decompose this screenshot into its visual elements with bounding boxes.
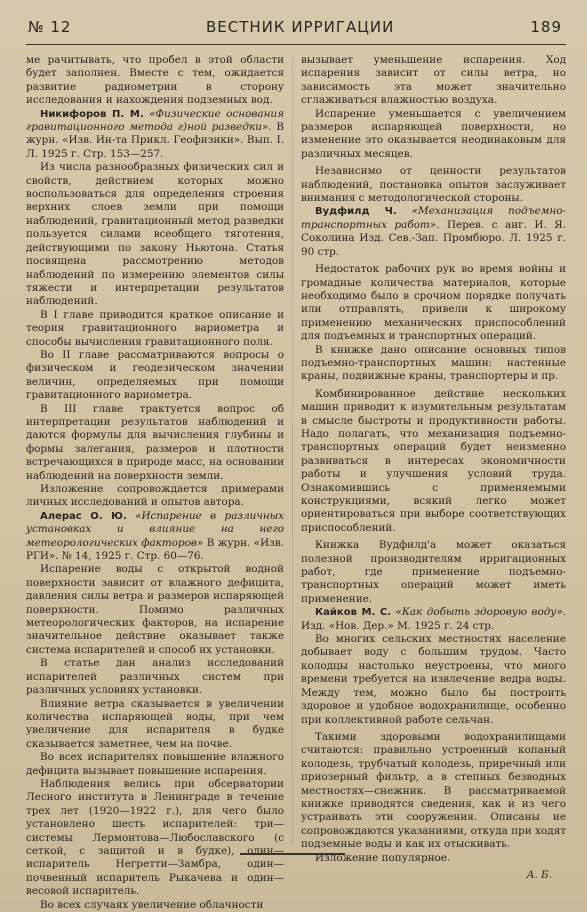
- paragraph: Недостаток рабочих рук во время войны и громадные количества материалов, которые необходимо было в срочном порядке получать или отправлять, привели к широкому применению механических приспособлений для подъемных и транспортных операций.: [301, 263, 566, 343]
- paragraph: Из числа разнообразных физических сил и свойств, действием которых можно воспользоваться для определения строения верхних слоев земли при помощи наблюдений, гравитационный метод разведки пользуется силами всеобщего тяготения, действующими по закону Ньютона. Статья посвящена рассмотрению методов наблюдений по измерению элементов силы тяжести и интерпретации результатов наблюдений.: [26, 161, 284, 308]
- bibliographic-reference: [26, 510, 284, 564]
- paragraph: Испарение уменьшается с увеличением размеров испаряющей поверхности, но изменение это оказывается неодинаковым для различных месяцев.: [301, 107, 566, 160]
- reference-details: Изд. «Нов. Дер.» М. 1925 г. 24 стр.: [301, 619, 495, 632]
- reference-author: Вудфилд Ч.: [315, 206, 397, 218]
- reference-title: «Физические основания гравитационного метода г)ной разведки».: [26, 107, 284, 134]
- closing-rule: [240, 853, 345, 855]
- paragraph: вызывает уменьшение испарения. Ход испарения зависит от силы ветра, но зависимость эта может значительно сглаживаться влажностью воздуха.: [301, 54, 566, 107]
- paragraph: Во многих сельских местностях население добывает воду с большим трудом. Часто колодцы настолько неустроены, что много времени требуется на извлечение ведра воды. Между тем, можно было бы построить здоровое и удобное водохранилище, особенно при коллективной работе сельчан.: [301, 633, 566, 726]
- issue-number: № 12: [28, 18, 72, 36]
- paragraph: Изложение популярное.: [315, 851, 451, 864]
- paragraph: ме рачитывать, что пробел в этой области будет заполнен. Вместе с тем, ожидается развитие радиометрии в сторону исследования и нахождения подземных вод.: [26, 54, 284, 107]
- reference-details: В журн. «Изв. РГИ». № 14, 1925 г. Стр. 60—76.: [26, 536, 284, 563]
- column-separator: [292, 56, 293, 846]
- paragraph: Во II главе рассматриваются вопросы о физическом и геодезическом значении величин, определяемых при помощи гравитационного вариометра.: [26, 348, 284, 402]
- reference-author: Кайков М. С.: [315, 607, 392, 619]
- paragraph: Во всех случаях увеличение облачности: [40, 898, 264, 911]
- bibliographic-reference: [301, 606, 566, 633]
- page-number: 189: [530, 18, 562, 36]
- paragraph: Такими здоровыми водохранилищами считаются: правильно устроенный копаный колодезь, трубчатый колодезь, приречный или приозерный фильтр, а в степных безводных местностях—снежник. В рассматриваемой книжке приводятся сведения, как и из чего устраивать эти сооружения. Описаны ие сопровождаются указаниями, откуда при ходят подземные воды и как их отыскивать.: [301, 730, 566, 851]
- paragraph: Книжка Вудфилд'а может оказаться полезной производителям ирригационных работ, где применение подъемно-транспортных операций может иметь применение.: [301, 539, 566, 605]
- bibliographic-reference: [26, 108, 284, 162]
- reference-title: «Как добыть здоровую воду».: [395, 606, 566, 619]
- paragraph: Наблюдения велись при обсерватории Лесного института в Ленинграде в течение трех лет (1920—1922 г.), для чего было установлено шесть испарителей: три—системы Лермонтова—Любославского (с сеткой, с защитой и в будке), один—испаритель Негретти—Замбра, один—почвенный испаритель Рыкачева и один—весовой испаритель.: [26, 777, 284, 898]
- paragraph: Испарение воды с открытой водной поверхности зависит от влажного дефицита, давления силы ветра и размеров испаряющей поверхности. Помимо различных метеорологических факторов, на испарение значительное действие оказывает также система испарителей и способ их установки.: [26, 563, 284, 656]
- reference-details: В журн. «Изв. Ин-та Прикл. Геофизики». Вып. I. Л. 1925 г. Стр. 153—257.: [26, 121, 284, 160]
- paragraph: Независимо от ценности результатов наблюдений, постановка опытов заслуживает внимания с методологической стороны.: [301, 165, 566, 205]
- paragraph: В статье дан анализ исследований испарителей различных систем при различных условиях установки.: [26, 657, 284, 697]
- paragraph: Комбинированное действие нескольких машин приводит к изумительным результатам в смысле быстроты и продуктивности работы. Надо полагать, что механизация подъемно-транспортных операций будет неизменно развиваться в интересах экономичности работы и улучшения условий труда. Ознакомившись с применяемыми конструкциями, всякий легко может ориентироваться при выборе соответствующих приспособлений.: [301, 387, 566, 534]
- paragraph: В I главе приводится краткое описание и теория гравитационного вариометра и способы вычисления гравитационного поля.: [26, 308, 284, 348]
- reference-author: Алерас О. Ю.: [40, 510, 127, 522]
- paragraph: В III главе трактуется вопрос об интерпретации результатов наблюдений и даются формулы для вычисления глубины и формы залегания, размеров и плотности встречающихся в природе масс, на основании наблюдений на поверхности земли.: [26, 402, 284, 482]
- bibliographic-reference: [301, 205, 566, 259]
- left-column: [26, 54, 284, 912]
- running-header: [26, 14, 566, 45]
- paragraph: Изложение сопровождается примерами личных исследований и опытов автора.: [26, 483, 284, 509]
- journal-title: ВЕСТНИК ИРРИГАЦИИ: [206, 18, 395, 36]
- reference-details: Перев. с анг. И. Я. Соколина Изд. Сев.-Зап. Промбюро. Л. 1925 г. 90 стр.: [301, 218, 566, 258]
- paragraph: В книжке дано описание основных типов подъемно-транспортных машин: настенные краны, подвижные краны, транспортеры и пр.: [301, 343, 566, 383]
- paragraph: Влияние ветра сказывается в увеличении количества испаряющей воды, при чем увеличение для испарителя в будке сказывается заметнее, чем на почве.: [26, 697, 284, 750]
- reviewer-signature: А. Б.: [526, 868, 552, 881]
- reference-title: «Механизация подъемно-транспортных работ».: [301, 205, 566, 231]
- reference-author: Никифоров П. М.: [40, 108, 144, 120]
- right-column: [301, 54, 566, 882]
- reference-title: «Испарение в различных установках и влияние на него метеорологических факторов»: [26, 509, 285, 549]
- paragraph: Во всех испарителях повышение влажного дефицита вызывает повышение испарения.: [26, 751, 284, 777]
